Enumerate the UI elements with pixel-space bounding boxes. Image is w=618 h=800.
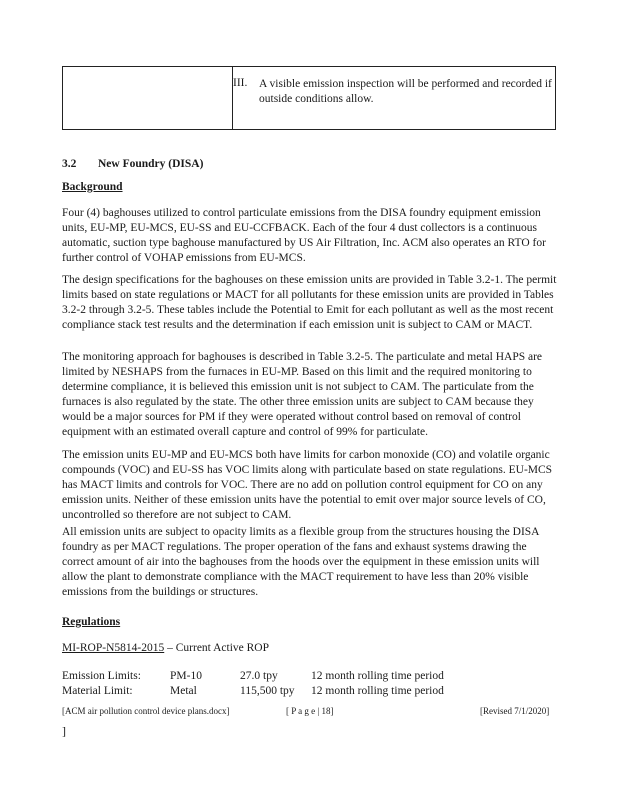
- footer-page-number: [ P a g e | 18]: [286, 706, 334, 716]
- limit-pollutant: PM-10: [170, 670, 202, 682]
- section-number: 3.2: [62, 158, 77, 170]
- permit-id: MI-ROP-N5814-2015: [62, 642, 165, 654]
- footer-filename: [ACM air pollution control device plans.docx]: [62, 706, 230, 716]
- background-paragraph-5: All emission units are subject to opacity limits as a flexible group from the structures housing the DISA foundry as per MACT regulations. The proper operation of the fans and exhaust systems drawing the correct amount of air into the baghouses from the hoods over the equipment in these emission units will allow the plant to demonstrate compliance with the MACT requirement to have less than 20% visible emissions from the buildings or structures.: [62, 526, 540, 598]
- background-paragraph-4: The emission units EU-MP and EU-MCS both have limits for carbon monoxide (CO) and volatile organic compounds (VOC) and EU-SS has VOC limits along with particulate based on state regulations. EU-MCS has MACT limits and controls for VOC. There are no add on pollution control equipment for CO on any emission units. Neither of these emission units have the potential to emit over major source levels of CO, uncontrolled so therefore are not subject to CAM.: [62, 449, 553, 521]
- background-paragraph-2: The design specifications for the baghouses on these emission units are provided in Table 3.2-1. The permit limits based on state regulations or MACT for all pollutants for these emission units are provided in Tables 3.2-2 through 3.2-5. These tables include the Potential to Emit for each pollutant as well as the most recent compliance stack test results and the determination if each emission unit is subject to CAM or MACT.: [62, 274, 557, 331]
- limit-amount: 115,500 tpy: [240, 685, 295, 697]
- footer-revision: [Revised 7/1/2020]: [480, 706, 550, 716]
- background-paragraph-1: Four (4) baghouses utilized to control particulate emissions from the DISA foundry equipment emission units, EU-MP, EU-MCS, EU-SS and EU-CCFBACK. Each of the four 4 dust collectors is a continuous automatic, suction type baghouse manufactured by US Air Filtration, Inc. ACM also operates an RTO for further control of VOHAP emissions from EU-MCS.: [62, 207, 546, 264]
- permit-description: – Current Active ROP: [164, 642, 270, 654]
- limit-pollutant: Metal: [170, 685, 197, 697]
- footer-bracket: ]: [62, 724, 66, 738]
- table-item-text: A visible emission inspection will be performed and recorded if outside conditions allow.: [259, 78, 552, 105]
- table-item-number: III.: [233, 77, 248, 89]
- limit-period: 12 month rolling time period: [311, 685, 444, 697]
- limit-label: Emission Limits:: [62, 670, 141, 682]
- section-title: New Foundry (DISA): [98, 158, 204, 170]
- background-heading: Background: [62, 181, 123, 193]
- limit-amount: 27.0 tpy: [240, 670, 278, 682]
- permit-line: [62, 642, 269, 654]
- regulations-heading: Regulations: [62, 616, 121, 628]
- continuation-table: [62, 66, 556, 130]
- limit-period: 12 month rolling time period: [311, 670, 444, 682]
- limit-label: Material Limit:: [62, 685, 133, 697]
- background-paragraph-3: The monitoring approach for baghouses is described in Table 3.2-5. The particulate and metal HAPS are limited by NESHAPS from the furnaces in EU-MP. Based on this limit and the required monitoring to determine compliance, it is believed this emission unit is not subject to CAM. The particulate from the furnaces is also regulated by the state. The other three emission units are subject to CAM because they would be a major sources for PM if they were operated without control based on removal of control equipment with an estimated overall capture and control of 99% for particulate.: [62, 351, 543, 438]
